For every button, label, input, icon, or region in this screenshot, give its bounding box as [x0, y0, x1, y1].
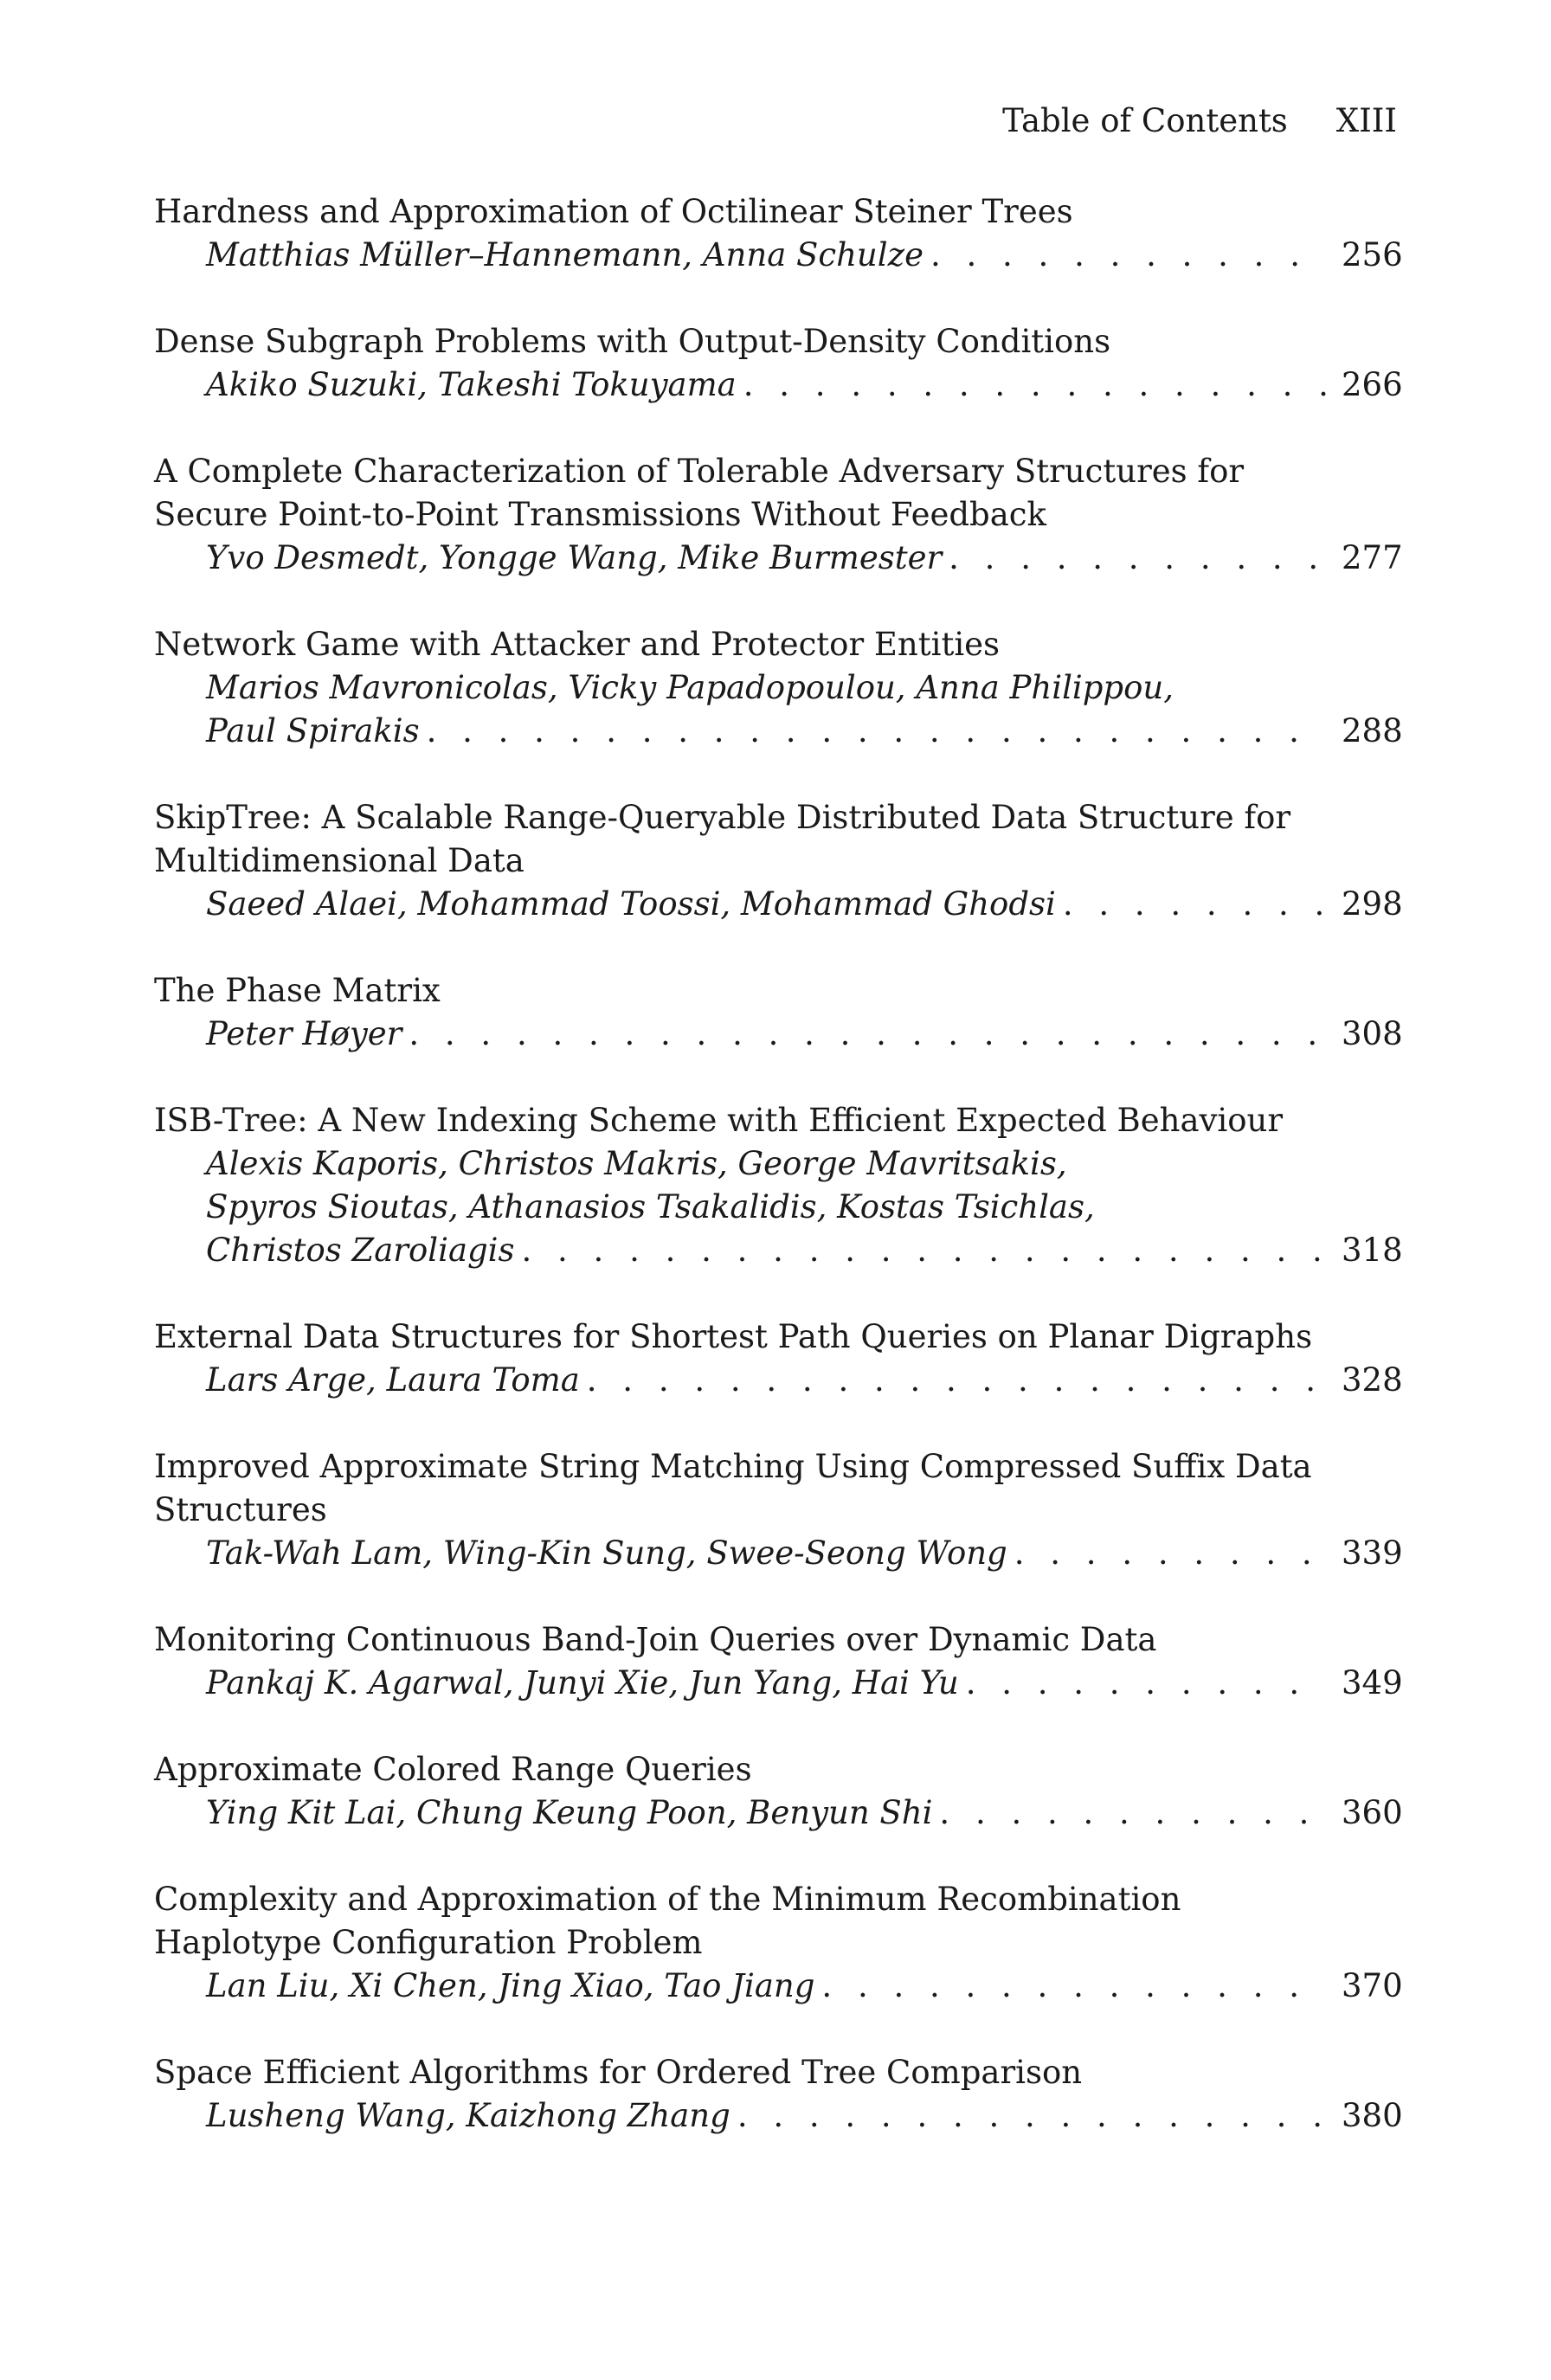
entry-authors: Ying Kit Lai, Chung Keung Poon, Benyun Shi: [206, 1794, 933, 1831]
entry-last-line: [154, 2094, 1403, 2138]
entry-page-number: 308: [1342, 1015, 1403, 1052]
toc-entry[interactable]: [154, 1748, 1403, 1835]
entry-last-line: [154, 883, 1403, 926]
entry-last-line: [154, 1532, 1403, 1575]
dot-leader: [522, 1229, 1326, 1272]
toc-entry[interactable]: [154, 450, 1403, 580]
entry-title-line: ISB-Tree: A New Indexing Scheme with Efficient Expected Behaviour: [154, 1102, 1284, 1139]
entry-last-line: [154, 537, 1403, 580]
dot-leader: [737, 2094, 1326, 2138]
toc-entry[interactable]: [154, 1315, 1403, 1402]
entry-authors-line: Spyros Sioutas, Athanasios Tsakalidis, Kostas Tsichlas,: [206, 1188, 1095, 1225]
entry-title-line: Monitoring Continuous Band-Join Queries over Dynamic Data: [154, 1621, 1157, 1658]
entry-authors: Matthias Müller–Hannemann, Anna Schulze: [206, 236, 924, 273]
toc-entry[interactable]: [154, 1099, 1403, 1272]
entry-page-number: 266: [1342, 366, 1403, 403]
toc-entry[interactable]: [154, 190, 1403, 277]
dot-leader: [743, 363, 1326, 407]
entry-last-line: [154, 1791, 1403, 1835]
entry-last-line: [154, 1359, 1403, 1402]
toc-entry[interactable]: [154, 2051, 1403, 2138]
entry-title-line: External Data Structures for Shortest Path Queries on Planar Digraphs: [154, 1318, 1313, 1355]
table-of-contents: [154, 190, 1403, 2181]
running-title: Table of Contents: [1002, 102, 1288, 139]
entry-authors: Lusheng Wang, Kaizhong Zhang: [206, 2097, 730, 2134]
dot-leader: [949, 537, 1326, 580]
entry-title-line: The Phase Matrix: [154, 972, 441, 1009]
entry-last-line: [154, 234, 1403, 277]
entry-last-line: [154, 710, 1403, 753]
entry-title-line: Secure Point-to-Point Transmissions Without Feedback: [154, 496, 1046, 533]
entry-page-number: 360: [1342, 1794, 1403, 1831]
entry-last-line: [154, 1013, 1403, 1056]
entry-last-line: [154, 1229, 1403, 1272]
entry-page-number: 298: [1342, 885, 1403, 923]
toc-entry[interactable]: [154, 1878, 1403, 2008]
toc-entry[interactable]: [154, 969, 1403, 1056]
entry-page-number: 370: [1342, 1967, 1403, 2004]
entry-authors: Paul Spirakis: [206, 712, 420, 749]
entry-title-line: Complexity and Approximation of the Minimum Recombination: [154, 1881, 1181, 1918]
entry-title-line: Structures: [154, 1491, 327, 1528]
entry-page-number: 380: [1342, 2097, 1403, 2134]
entry-authors: Akiko Suzuki, Takeshi Tokuyama: [206, 366, 737, 403]
entry-authors: Christos Zaroliagis: [206, 1232, 515, 1269]
entry-page-number: 256: [1342, 236, 1403, 273]
entry-authors: Lan Liu, Xi Chen, Jing Xiao, Tao Jiang: [206, 1967, 815, 2004]
entry-title-line: SkipTree: A Scalable Range-Queryable Distributed Data Structure for: [154, 799, 1291, 836]
dot-leader: [966, 1662, 1326, 1705]
entry-authors: Peter Høyer: [206, 1015, 402, 1052]
entry-last-line: [154, 1662, 1403, 1705]
dot-leader: [1014, 1532, 1326, 1575]
toc-entry[interactable]: [154, 623, 1403, 753]
entry-title-line: Hardness and Approximation of Octilinear Steiner Trees: [154, 193, 1073, 230]
entry-title-line: Improved Approximate String Matching Using Compressed Suffix Data: [154, 1448, 1312, 1485]
toc-entry[interactable]: [154, 1618, 1403, 1705]
dot-leader: [821, 1965, 1326, 2008]
page-number: XIII: [1335, 102, 1397, 139]
entry-authors: Tak-Wah Lam, Wing-Kin Sung, Swee-Seong Wong: [206, 1534, 1007, 1572]
entry-last-line: [154, 1965, 1403, 2008]
entry-page-number: 339: [1342, 1534, 1403, 1572]
entry-title-line: Dense Subgraph Problems with Output-Density Conditions: [154, 323, 1111, 360]
entry-page-number: 318: [1342, 1232, 1403, 1269]
entry-authors: Pankaj K. Agarwal, Junyi Xie, Jun Yang, Hai Yu: [206, 1664, 959, 1701]
dot-leader: [939, 1791, 1326, 1835]
dot-leader: [1063, 883, 1326, 926]
entry-page-number: 288: [1342, 712, 1403, 749]
dot-leader: [587, 1359, 1326, 1402]
entry-title-line: A Complete Characterization of Tolerable Adversary Structures for: [154, 453, 1245, 490]
entry-last-line: [154, 363, 1403, 407]
toc-entry[interactable]: [154, 320, 1403, 407]
entry-page-number: 277: [1342, 539, 1403, 576]
entry-authors-line: Marios Mavronicolas, Vicky Papadopoulou, Anna Philippou,: [206, 669, 1174, 706]
entry-authors: Yvo Desmedt, Yongge Wang, Mike Burmester: [206, 539, 943, 576]
entry-authors-line: Alexis Kaporis, Christos Makris, George Mavritsakis,: [206, 1145, 1067, 1182]
entry-title-line: Space Efficient Algorithms for Ordered Tree Comparison: [154, 2054, 1083, 2091]
toc-entry[interactable]: [154, 1445, 1403, 1575]
entry-page-number: 349: [1342, 1664, 1403, 1701]
entry-title-line: Haplotype Configuration Problem: [154, 1924, 703, 1961]
entry-title-line: Multidimensional Data: [154, 842, 525, 879]
toc-entry[interactable]: [154, 796, 1403, 926]
dot-leader: [409, 1013, 1326, 1056]
dot-leader: [427, 710, 1326, 753]
entry-page-number: 328: [1342, 1361, 1403, 1399]
entry-title-line: Approximate Colored Range Queries: [154, 1751, 752, 1788]
entry-authors: Saeed Alaei, Mohammad Toossi, Mohammad Ghodsi: [206, 885, 1056, 923]
running-header: [1002, 102, 1397, 139]
entry-authors: Lars Arge, Laura Toma: [206, 1361, 580, 1399]
dot-leader: [930, 234, 1326, 277]
entry-title-line: Network Game with Attacker and Protector Entities: [154, 626, 1001, 663]
